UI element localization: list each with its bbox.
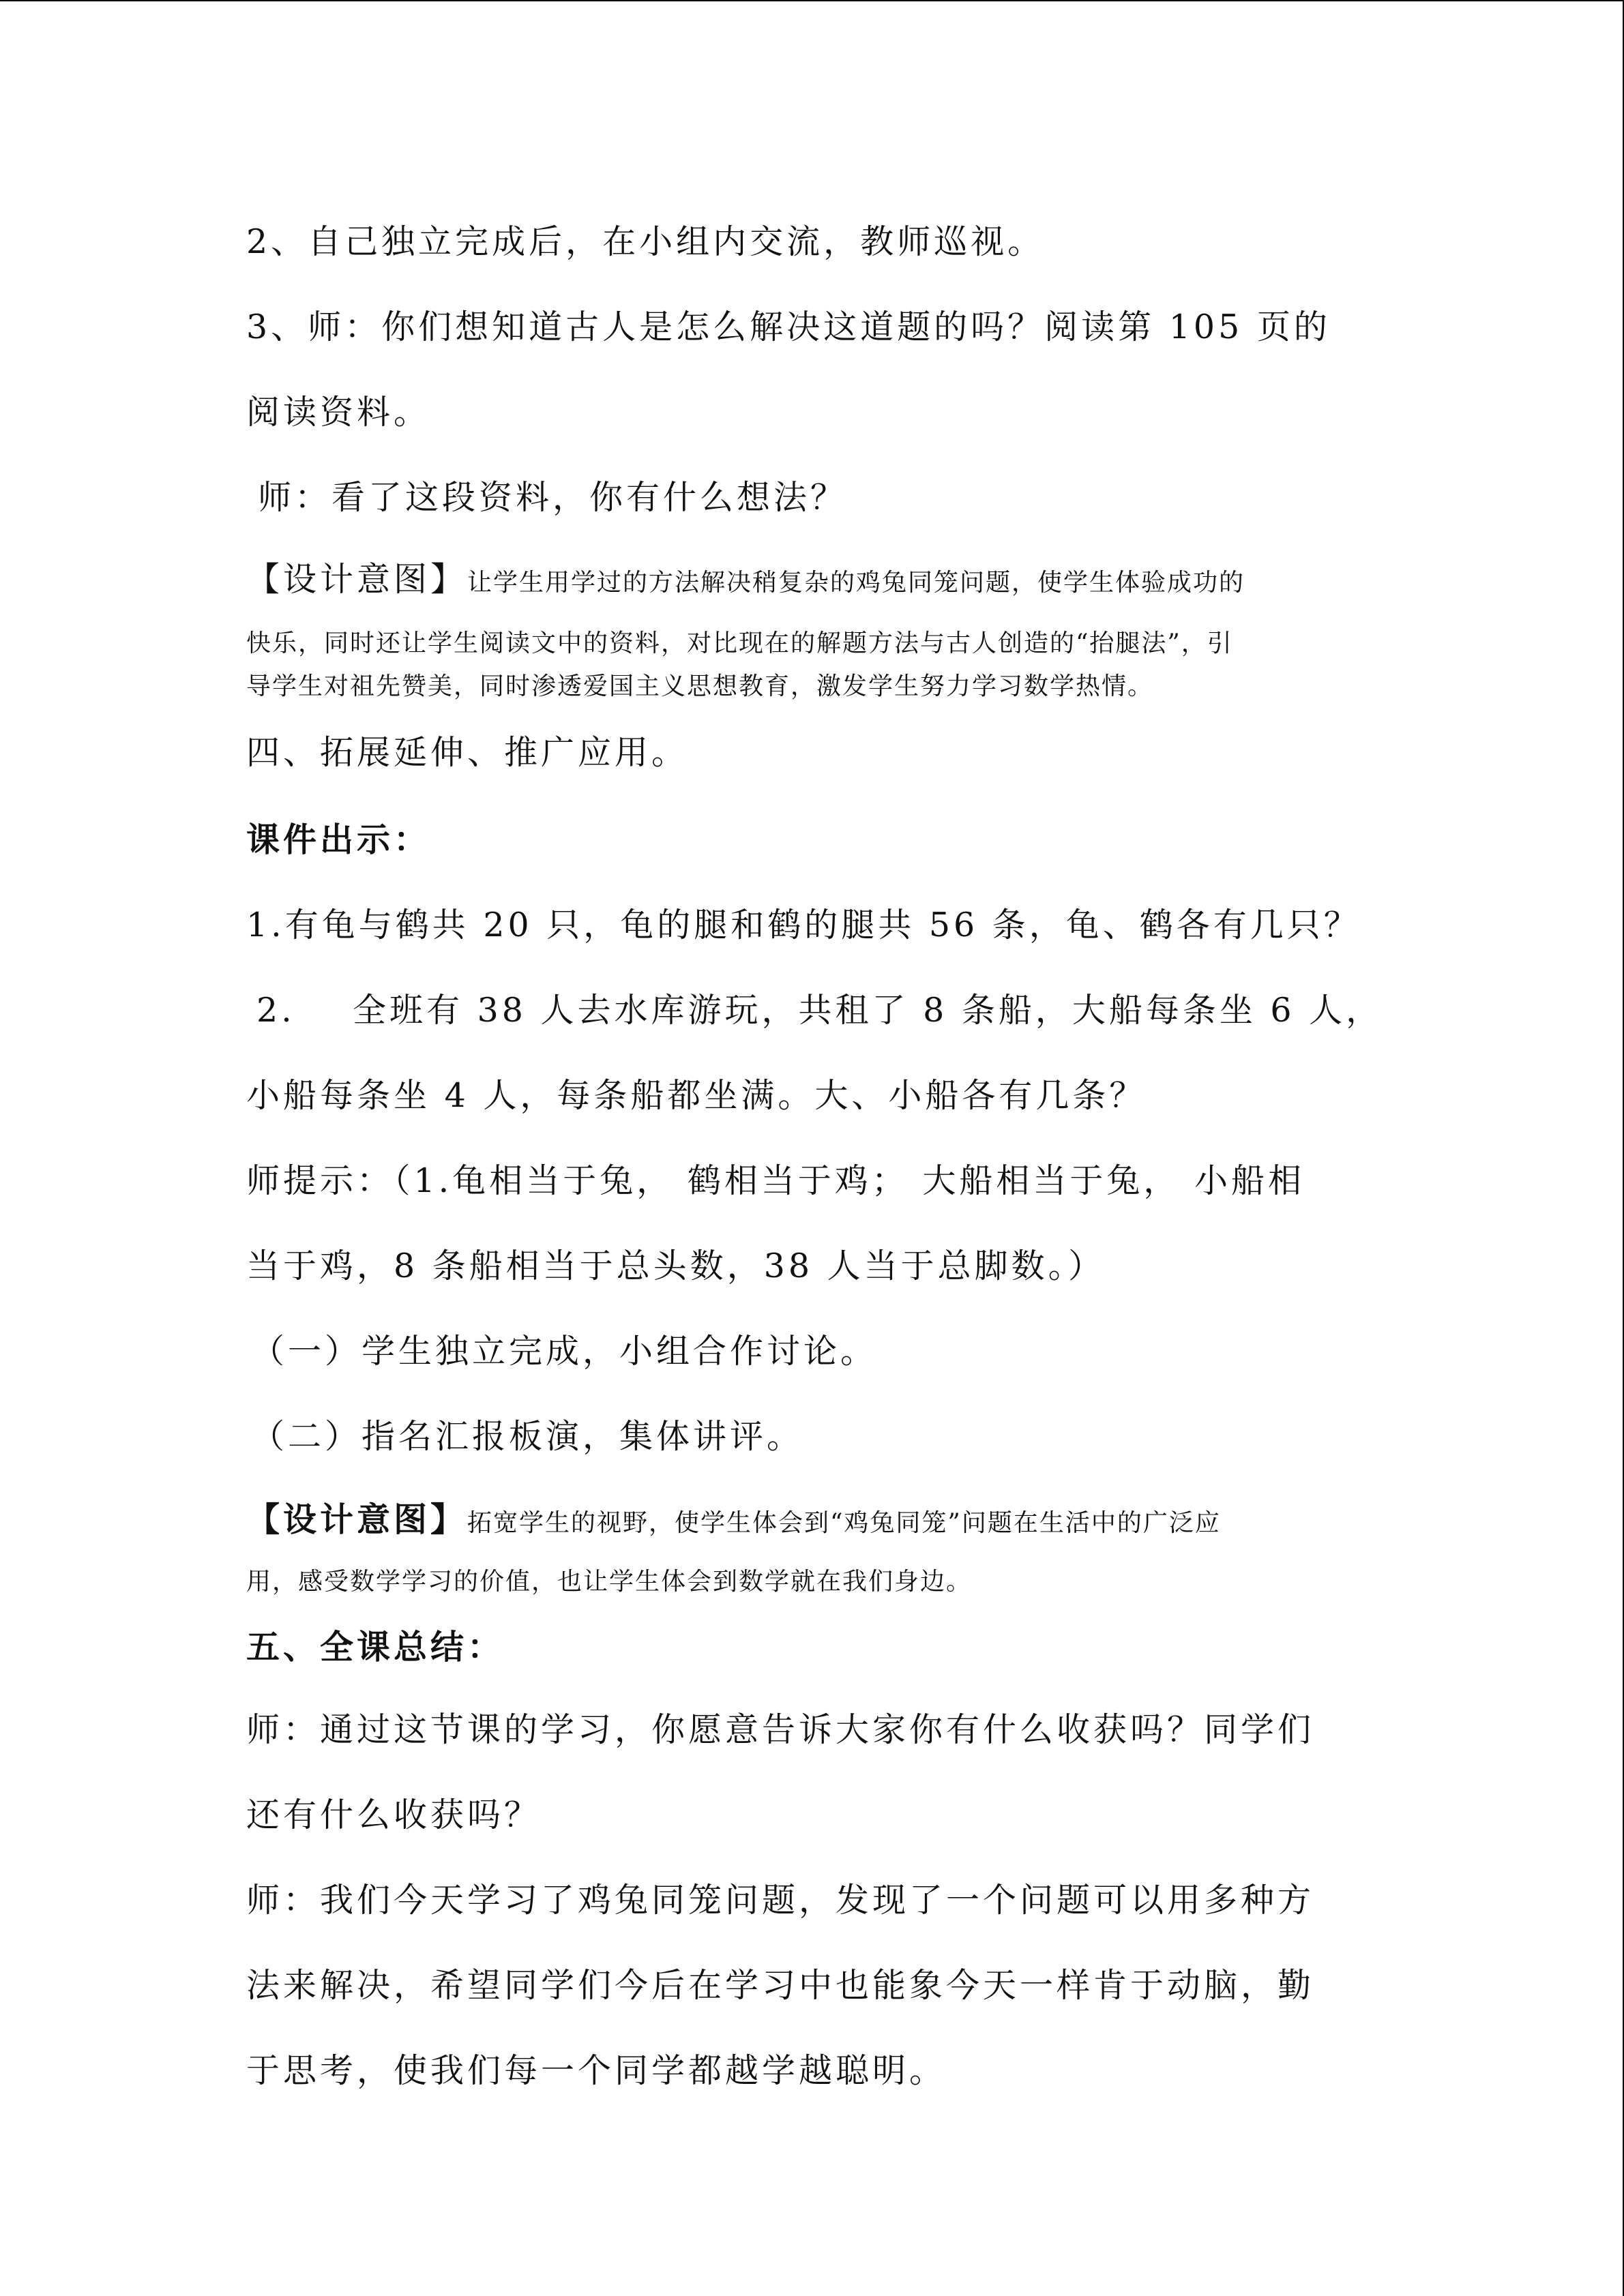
design-intent-text: 拓宽学生的视野，使学生体会到“鸡兔同笼”问题在生活中的广泛应 <box>467 1509 1221 1537</box>
summary-conclusion-line-2: 法来解决，希望同学们今后在学习中也能象今天一样肯于动脑，勤 <box>246 1966 1315 2005</box>
teacher-hint: 师提示：（1.龟相当于兔， 鹤相当于鸡； 大船相当于兔， 小船相 <box>246 1161 1305 1200</box>
question-1: 1.有龟与鹤共 20 只，龟的腿和鹤的腿共 56 条，龟、鹤各有几只？ <box>246 906 1361 944</box>
design-intent-note-1-line-3: 导学生对祖先赞美，同时渗透爱国主义思想教育，激发学生努力学习数学热情。 <box>246 672 1154 700</box>
design-intent-note-1-line-2: 快乐，同时还让学生阅读文中的资料，对比现在的解题方法与古人创造的“抬腿法”，引 <box>246 629 1233 657</box>
activity-step-1: （一）学生独立完成，小组合作讨论。 <box>251 1332 878 1371</box>
paragraph-step-3-continued: 阅读资料。 <box>246 393 431 432</box>
section-heading-5: 五、全课总结： <box>246 1627 505 1667</box>
section-heading-4: 四、拓展延伸、推广应用。 <box>246 733 689 772</box>
summary-question: 师：通过这节课的学习，你愿意告诉大家你有什么收获吗？同学们 <box>246 1710 1315 1749</box>
design-intent-text: 让学生用学过的方法解决稍复杂的鸡兔同笼问题，使学生体验成功的 <box>467 569 1245 597</box>
summary-conclusion: 师：我们今天学习了鸡兔同笼问题，发现了一个问题可以用多种方 <box>246 1881 1315 1920</box>
activity-step-2: （二）指名汇报板演，集体讲评。 <box>251 1417 804 1456</box>
teacher-hint-continued: 当于鸡，8 条船相当于总头数，38 人当于总脚数。） <box>246 1247 1106 1285</box>
paragraph-step-3: 3、师：你们想知道古人是怎么解决这道题的吗？阅读第 105 页的 <box>246 308 1331 346</box>
summary-conclusion-line-3: 于思考，使我们每一个同学都越学越聪明。 <box>246 2051 947 2090</box>
design-intent-heading: 【设计意图】 <box>246 560 468 599</box>
teacher-question: 师：看了这段资料，你有什么想法？ <box>258 478 848 517</box>
question-2-continued: 小船每条坐 4 人，每条船都坐满。大、小船各有几条？ <box>246 1076 1147 1115</box>
summary-question-continued: 还有什么收获吗？ <box>246 1795 542 1834</box>
paragraph-step-2: 2、自己独立完成后，在小组内交流，教师巡视。 <box>246 222 1045 261</box>
courseware-heading: 课件出示： <box>246 820 431 859</box>
design-intent-note-1 <box>246 560 1245 599</box>
design-intent-note-2-line-2: 用，感受数学学习的价值，也让学生体会到数学就在我们身边。 <box>246 1568 973 1596</box>
design-intent-note-2 <box>246 1500 1221 1539</box>
question-2-number: 2. <box>256 991 295 1030</box>
question-2: 全班有 38 人去水库游玩，共租了 8 条船，大船每条坐 6 人， <box>353 991 1383 1030</box>
design-intent-heading: 【设计意图】 <box>246 1500 468 1539</box>
